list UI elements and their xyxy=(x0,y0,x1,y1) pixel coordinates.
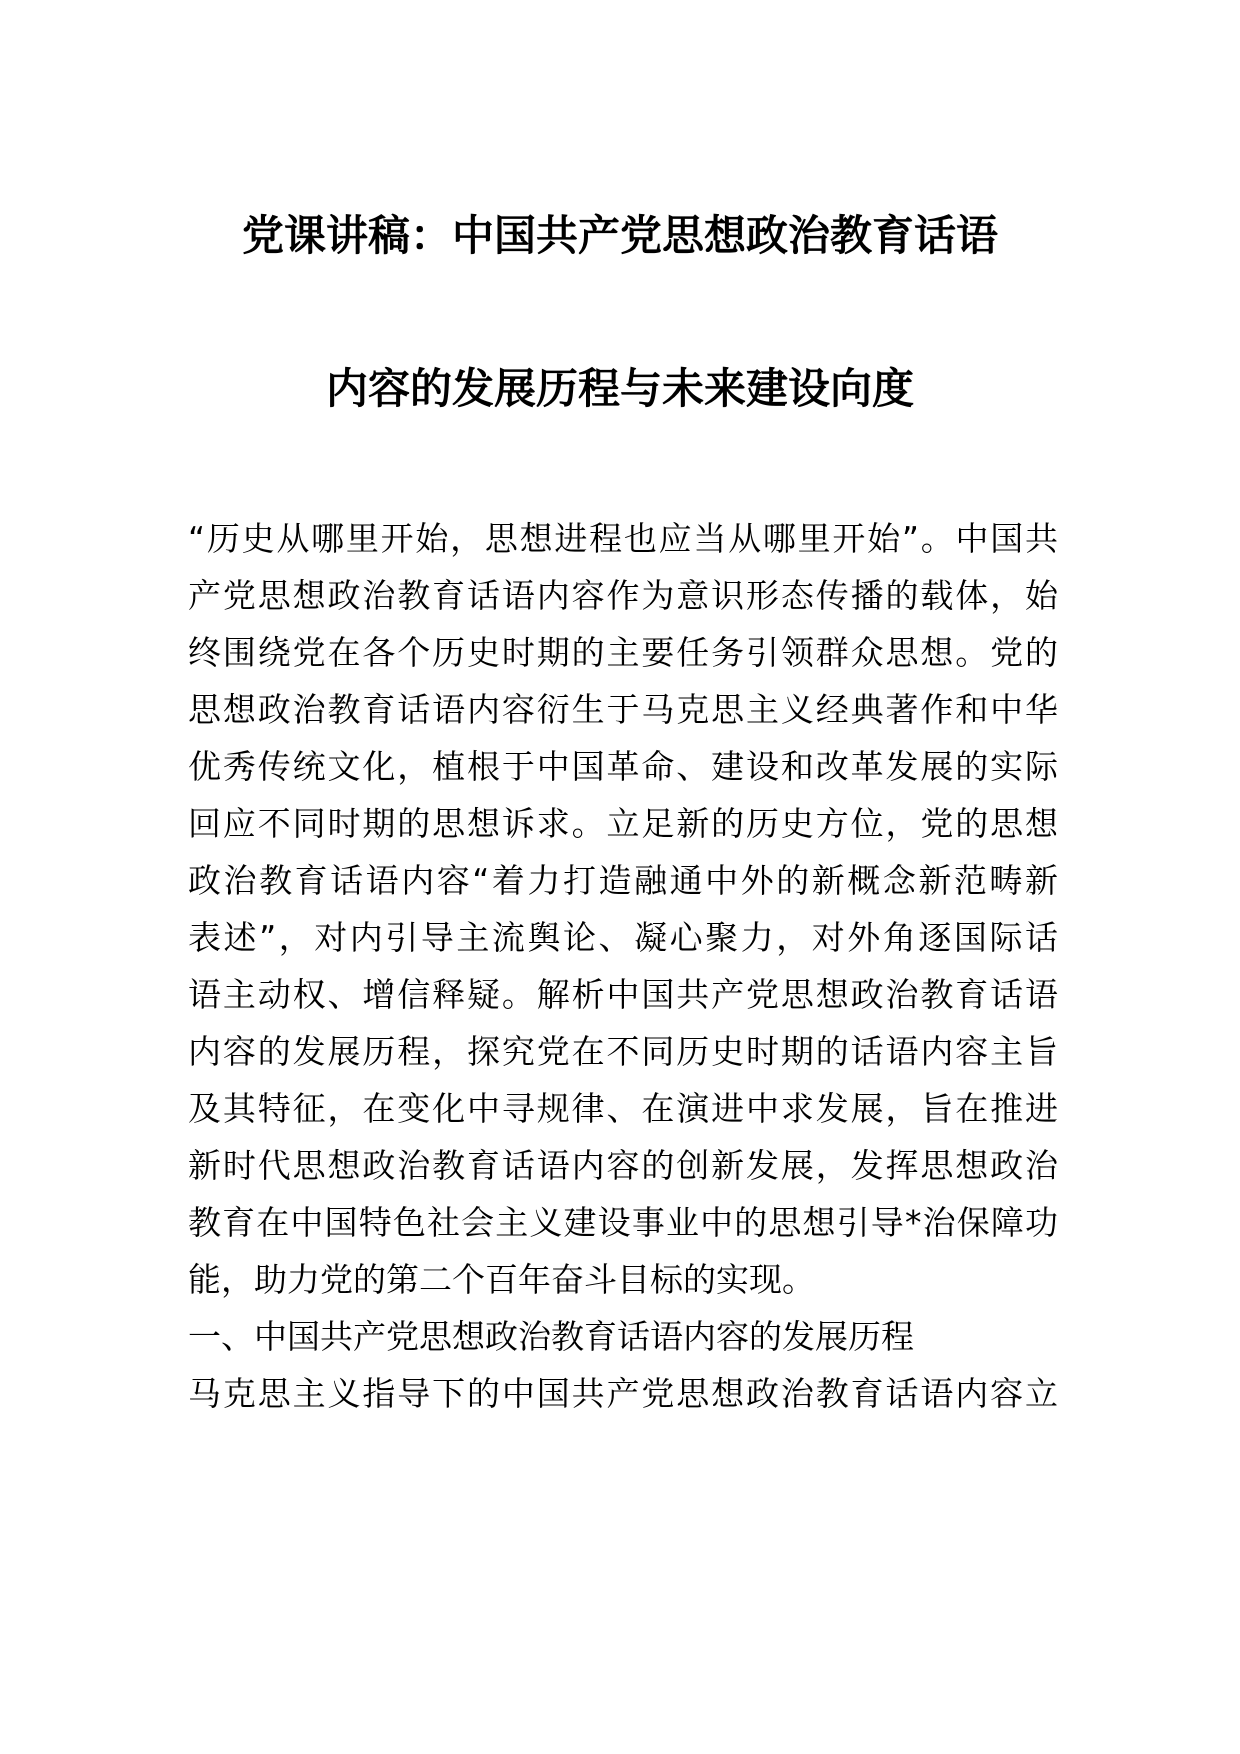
section-heading: 一、中国共产党思想政治教育话语内容的发展历程 xyxy=(188,1317,914,1356)
body-text-line: 马克思主义指导下的中国共产党思想政治教育话语内容立 xyxy=(188,1374,1058,1413)
document-title-line-1: 党课讲稿：中国共产党思想政治教育话语 xyxy=(241,211,998,260)
body-text-line: 及其特征，在变化中寻规律、在演进中求发展，旨在推进 xyxy=(188,1089,1058,1128)
body-text-line: 产党思想政治教育话语内容作为意识形态传播的载体，始 xyxy=(188,576,1058,615)
body-text-line: “历史从哪里开始，思想进程也应当从哪里开始”。中国共 xyxy=(188,519,1058,558)
body-text-line: 表述”，对内引导主流舆论、凝心聚力，对外角逐国际话 xyxy=(188,918,1058,957)
body-text-line: 优秀传统文化，植根于中国革命、建设和改革发展的实际 xyxy=(188,747,1058,786)
body-text-line: 内容的发展历程，探究党在不同历史时期的话语内容主旨 xyxy=(188,1032,1058,1071)
body-text-line: 教育在中国特色社会主义建设事业中的思想引导*治保障功 xyxy=(188,1203,1058,1242)
body-text-line: 思想政治教育话语内容衍生于马克思主义经典著作和中华 xyxy=(188,690,1058,729)
body-text-line: 新时代思想政治教育话语内容的创新发展，发挥思想政治 xyxy=(188,1146,1058,1185)
body-text-line: 回应不同时期的思想诉求。立足新的历史方位，党的思想 xyxy=(188,804,1058,843)
document-title-line-2: 内容的发展历程与未来建设向度 xyxy=(325,364,914,413)
body-text-line: 终围绕党在各个历史时期的主要任务引领群众思想。党的 xyxy=(188,633,1058,672)
body-text-line: 能，助力党的第二个百年奋斗目标的实现。 xyxy=(188,1260,815,1299)
body-text-line: 政治教育话语内容“着力打造融通中外的新概念新范畴新 xyxy=(188,861,1058,900)
body-text-line: 语主动权、增信释疑。解析中国共产党思想政治教育话语 xyxy=(188,975,1058,1014)
